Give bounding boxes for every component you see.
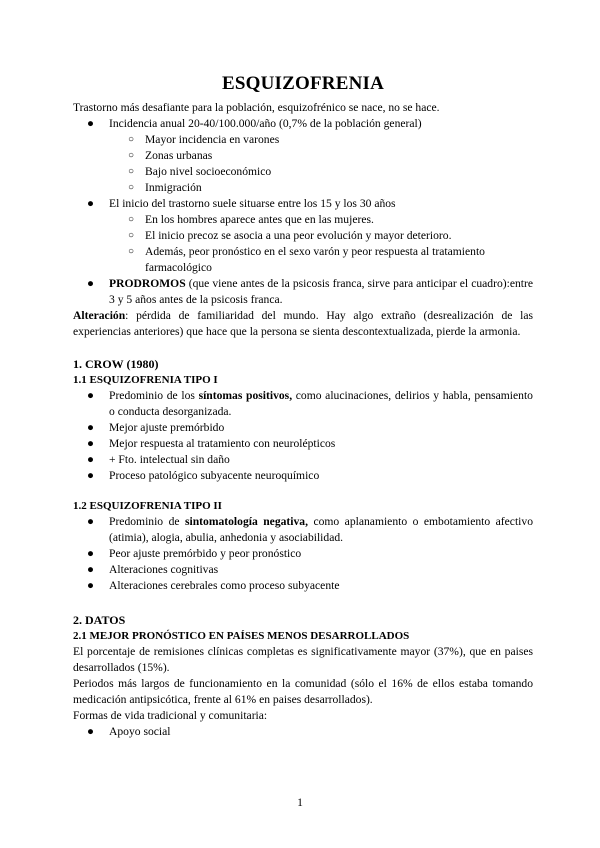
intro-list	[73, 116, 533, 308]
list-item: ● + Fto. intelectual sin daño	[87, 453, 230, 466]
subsection-heading: 1.2 ESQUIZOFRENIA TIPO II	[73, 500, 222, 512]
subsection-heading: 1.1 ESQUIZOFRENIA TIPO I	[73, 374, 218, 386]
list-item: ● El inicio del trastorno suele situarse entre los 15 y los 30 años	[87, 197, 396, 210]
datos-list	[73, 724, 533, 740]
circle-bullet-icon: ○	[128, 166, 135, 177]
list-item: ● Proceso patológico subyacente neuroquímico	[87, 469, 320, 482]
prodromos-term: PRODROMOS	[109, 277, 186, 290]
list-item: ● Peor ajuste premórbido y peor pronóstico	[87, 547, 302, 560]
list-item: ○ En los hombres aparece antes que en las mujeres.	[128, 213, 374, 226]
list-item: ○ Zonas urbanas	[128, 149, 213, 162]
list-item: ● Alteraciones cerebrales como proceso subyacente	[87, 579, 340, 592]
circle-bullet-icon: ○	[128, 182, 135, 193]
bullet-icon: ●	[87, 117, 95, 130]
subsection-heading: 2.1 MEJOR PRONÓSTICO EN PAÍSES MENOS DESARROLLADOS	[73, 630, 410, 642]
circle-bullet-icon: ○	[128, 214, 135, 225]
alteracion-term: Alteración	[73, 309, 126, 322]
bullet-icon: ●	[87, 389, 95, 402]
document-page	[73, 72, 533, 740]
section-heading: 1. CROW (1980)	[73, 357, 159, 371]
tipo2-list	[73, 514, 533, 594]
bullet-icon: ●	[87, 437, 95, 450]
paragraph: Periodos más largos de funcionamiento en la comunidad (sólo el 16% de ellos estaba tomando medicación antipsicótica, frente al 61% en paises desarrollados).	[73, 677, 533, 706]
list-item: ○ Bajo nivel socioeconómico	[128, 165, 272, 178]
tipo1-list	[73, 388, 533, 484]
list-item: ○ El inicio precoz se asocia a una peor evolución y mayor deterioro.	[128, 229, 452, 242]
alteracion-paragraph: Alteración: pérdida de familiaridad del mundo. Hay algo extraño (desrealización de las experiencias anteriores) que hace que la persona se sienta descontextualizada, pierde la armonia.	[73, 309, 533, 338]
bullet-icon: ●	[87, 515, 95, 528]
document-title: ESQUIZOFRENIA	[221, 73, 385, 94]
page-number: 1	[297, 796, 303, 809]
list-item: ● PRODROMOS (que viene antes de la psicosis franca, sirve para anticipar el cuadro):entre 3 y 5 años antes de la psicosis franca.	[87, 277, 533, 306]
paragraph: El porcentaje de remisiones clínicas completas es significativamente mayor (37%), que en paises desarrollados (15%).	[73, 645, 533, 674]
list-item: ● Incidencia anual 20-40/100.000/año (0,7% de la población general)	[87, 117, 422, 130]
bullet-icon: ●	[87, 421, 95, 434]
bullet-icon: ●	[87, 197, 95, 210]
bullet-icon: ●	[87, 579, 95, 592]
circle-bullet-icon: ○	[128, 134, 135, 145]
circle-bullet-icon: ○	[128, 150, 135, 161]
list-item: ● Mejor respuesta al tratamiento con neurolépticos	[87, 437, 336, 450]
bullet-icon: ●	[87, 453, 95, 466]
intro-paragraph: Trastorno más desafiante para la población, esquizofrénico se nace, no se hace.	[73, 101, 440, 114]
section-heading: 2. DATOS	[73, 613, 126, 627]
list-item: ● Predominio de sintomatología negativa, como aplanamiento o embotamiento afectivo (atimia), alogia, abulia, anhedonia y asociabilidad.	[87, 515, 533, 544]
bullet-icon: ●	[87, 725, 95, 738]
list-item: ○ Mayor incidencia en varones	[128, 133, 280, 146]
list-item: ○ Inmigración	[128, 181, 202, 194]
circle-bullet-icon: ○	[128, 246, 135, 257]
list-item: ● Alteraciones cognitivas	[87, 563, 219, 576]
bullet-icon: ●	[87, 563, 95, 576]
circle-bullet-icon: ○	[128, 230, 135, 241]
list-item: ● Mejor ajuste premórbido	[87, 421, 225, 434]
bullet-icon: ●	[87, 547, 95, 560]
paragraph: Formas de vida tradicional y comunitaria:	[73, 709, 268, 722]
list-item: ● Predominio de los síntomas positivos, como alucinaciones, delirios y habla, pensamiento o conducta desorganizada.	[87, 389, 533, 418]
list-item: ○ Además, peor pronóstico en el sexo varón y peor respuesta al tratamiento farmacológico	[128, 245, 485, 274]
bullet-icon: ●	[87, 277, 95, 290]
bullet-icon: ●	[87, 469, 95, 482]
list-item: ● Apoyo social	[87, 725, 171, 738]
